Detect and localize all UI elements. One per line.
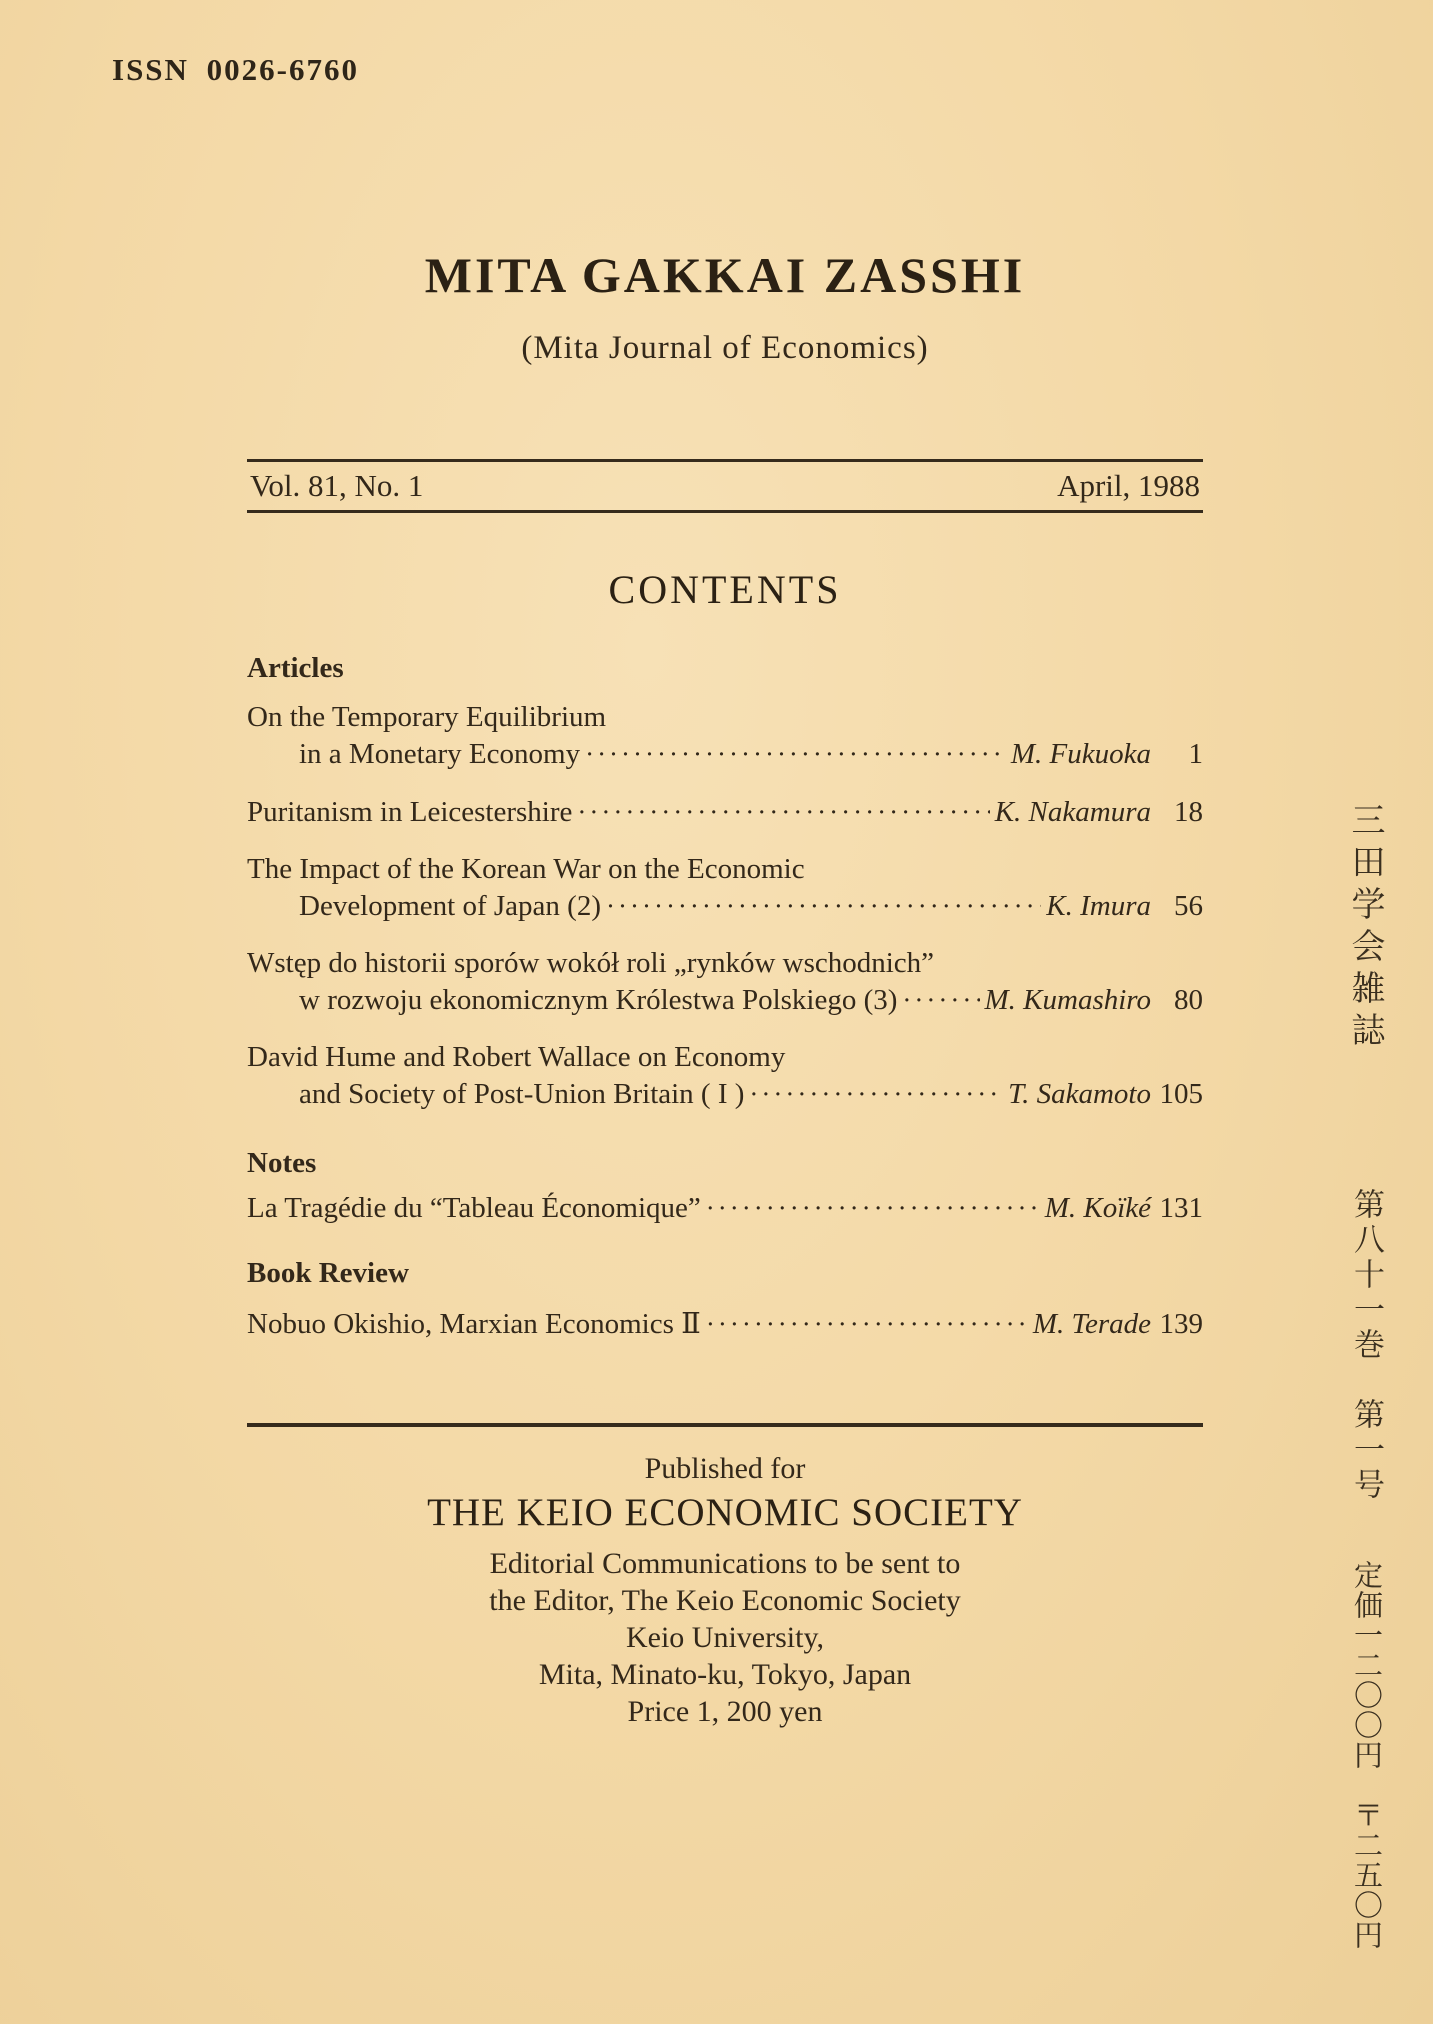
journal-title: MITA GAKKAI ZASSHI (424, 247, 1026, 303)
volume-date-band (247, 459, 1203, 513)
author-name: K. Imura (1046, 890, 1151, 922)
dot-leader (749, 1076, 1003, 1113)
vertical-price-japanese: 定価一二〇〇円 〒二五〇円 (1350, 1560, 1382, 1950)
dot-leader (706, 1190, 1040, 1227)
author-name: M. Koïké (1044, 1192, 1151, 1224)
entry-title-line: The Impact of the Korean War on the Economic (247, 853, 805, 885)
toc-entry (247, 945, 1203, 1019)
dot-leader (585, 736, 1006, 773)
published-for-label: Published for (644, 1452, 806, 1485)
vertical-journal-name-japanese: 三田学会雑誌 (1346, 802, 1383, 1054)
page-number: 1 (1188, 738, 1203, 770)
volume-number: Vol. 81, No. 1 (250, 468, 424, 503)
toc-entry (247, 699, 1203, 773)
issn-number: ISSN 0026-6760 (112, 52, 360, 87)
section-label-notes: Notes (247, 1147, 317, 1179)
entry-title-line: Development of Japan (2) (299, 890, 601, 922)
page-number: 105 (1159, 1078, 1203, 1110)
entry-title-line: w rozwoju ekonomicznym Królestwa Polskiego (3) (299, 984, 898, 1016)
page-number: 139 (1159, 1308, 1203, 1340)
editorial-address (247, 1545, 1203, 1730)
table-of-contents (247, 650, 1203, 1343)
section-label-book-review: Book Review (247, 1257, 409, 1289)
author-name: M. Terade (1032, 1308, 1151, 1340)
entry-title-line: La Tragédie du “Tableau Économique” (247, 1192, 701, 1224)
journal-subtitle: (Mita Journal of Economics) (521, 330, 929, 366)
society-name: THE KEIO ECONOMIC SOCIETY (427, 1491, 1023, 1534)
entry-title-line: Wstęp do historii sporów wokół roli „rynków wschodnich” (247, 947, 935, 979)
entry-title-line: and Society of Post-Union Britain ( I ) (299, 1078, 745, 1110)
toc-entry (247, 1190, 1203, 1227)
vertical-volume-issue-japanese: 第八十一巻 第一号 (1349, 1188, 1384, 1503)
dot-leader (577, 794, 989, 831)
author-name: K. Nakamura (994, 796, 1151, 828)
address-line: the Editor, The Keio Economic Society (489, 1584, 961, 1617)
author-name: T. Sakamoto (1008, 1078, 1151, 1110)
entry-title-line: Puritanism in Leicestershire (247, 796, 573, 828)
address-line: Keio University, (625, 1621, 825, 1654)
page-number: 80 (1174, 984, 1203, 1016)
entry-title-line: in a Monetary Economy (299, 738, 581, 770)
address-line: Editorial Communications to be sent to (489, 1547, 961, 1580)
toc-entry (247, 1306, 1203, 1343)
page-number: 56 (1174, 890, 1203, 922)
entry-title-line: On the Temporary Equilibrium (247, 701, 607, 733)
author-name: M. Fukuoka (1010, 738, 1151, 770)
section-label-articles: Articles (247, 652, 344, 684)
masthead (247, 246, 1203, 367)
page-number: 131 (1159, 1192, 1203, 1224)
publisher-block (247, 1452, 1203, 1730)
horizontal-rule (247, 1423, 1203, 1427)
price-line: Price 1, 200 yen (627, 1695, 823, 1728)
issue-date: April, 1988 (1057, 468, 1200, 503)
dot-leader (902, 982, 979, 1019)
dot-leader (706, 1306, 1028, 1343)
dot-leader (606, 888, 1041, 925)
entry-title-line: David Hume and Robert Wallace on Economy (247, 1041, 786, 1073)
toc-entry (247, 851, 1203, 925)
page-number: 18 (1174, 796, 1203, 828)
address-line: Mita, Minato-ku, Tokyo, Japan (538, 1658, 912, 1691)
contents-heading: CONTENTS (608, 567, 842, 612)
toc-entry (247, 1039, 1203, 1113)
author-name: M. Kumashiro (984, 984, 1151, 1016)
toc-entry (247, 794, 1203, 831)
entry-title-line: Nobuo Okishio, Marxian Economics Ⅱ (247, 1308, 701, 1340)
